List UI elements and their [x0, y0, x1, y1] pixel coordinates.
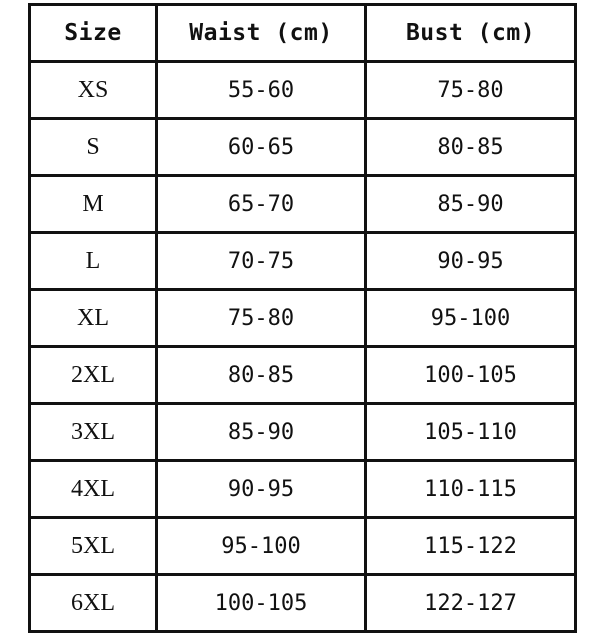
- waist-cell: 60-65: [157, 119, 366, 176]
- bust-cell: 80-85: [366, 119, 576, 176]
- bust-cell: 110-115: [366, 461, 576, 518]
- header-size: Size: [30, 5, 157, 62]
- size-cell: 2XL: [30, 347, 157, 404]
- bust-cell: 85-90: [366, 176, 576, 233]
- waist-cell: 70-75: [157, 233, 366, 290]
- bust-cell: 105-110: [366, 404, 576, 461]
- bust-cell: 115-122: [366, 518, 576, 575]
- bust-cell: 90-95: [366, 233, 576, 290]
- table-row: [30, 62, 576, 119]
- table-row: [30, 404, 576, 461]
- table-body: [30, 62, 576, 632]
- bust-cell: 100-105: [366, 347, 576, 404]
- waist-cell: 100-105: [157, 575, 366, 632]
- table-row: [30, 290, 576, 347]
- header-row: [30, 5, 576, 62]
- size-cell: 3XL: [30, 404, 157, 461]
- table-row: [30, 461, 576, 518]
- size-cell: 6XL: [30, 575, 157, 632]
- size-cell: M: [30, 176, 157, 233]
- table-row: [30, 575, 576, 632]
- bust-cell: 95-100: [366, 290, 576, 347]
- waist-cell: 95-100: [157, 518, 366, 575]
- size-cell: XS: [30, 62, 157, 119]
- header-waist: Waist (cm): [157, 5, 366, 62]
- waist-cell: 85-90: [157, 404, 366, 461]
- bust-cell: 122-127: [366, 575, 576, 632]
- waist-cell: 80-85: [157, 347, 366, 404]
- bust-cell: 75-80: [366, 62, 576, 119]
- table-row: [30, 233, 576, 290]
- table-header: [30, 5, 576, 62]
- table-row: [30, 347, 576, 404]
- size-cell: L: [30, 233, 157, 290]
- waist-cell: 65-70: [157, 176, 366, 233]
- waist-cell: 75-80: [157, 290, 366, 347]
- table-row: [30, 518, 576, 575]
- size-chart-table: [28, 3, 577, 633]
- size-cell: S: [30, 119, 157, 176]
- waist-cell: 90-95: [157, 461, 366, 518]
- table-row: [30, 119, 576, 176]
- size-cell: XL: [30, 290, 157, 347]
- table-row: [30, 176, 576, 233]
- size-cell: 5XL: [30, 518, 157, 575]
- header-bust: Bust (cm): [366, 5, 576, 62]
- waist-cell: 55-60: [157, 62, 366, 119]
- size-cell: 4XL: [30, 461, 157, 518]
